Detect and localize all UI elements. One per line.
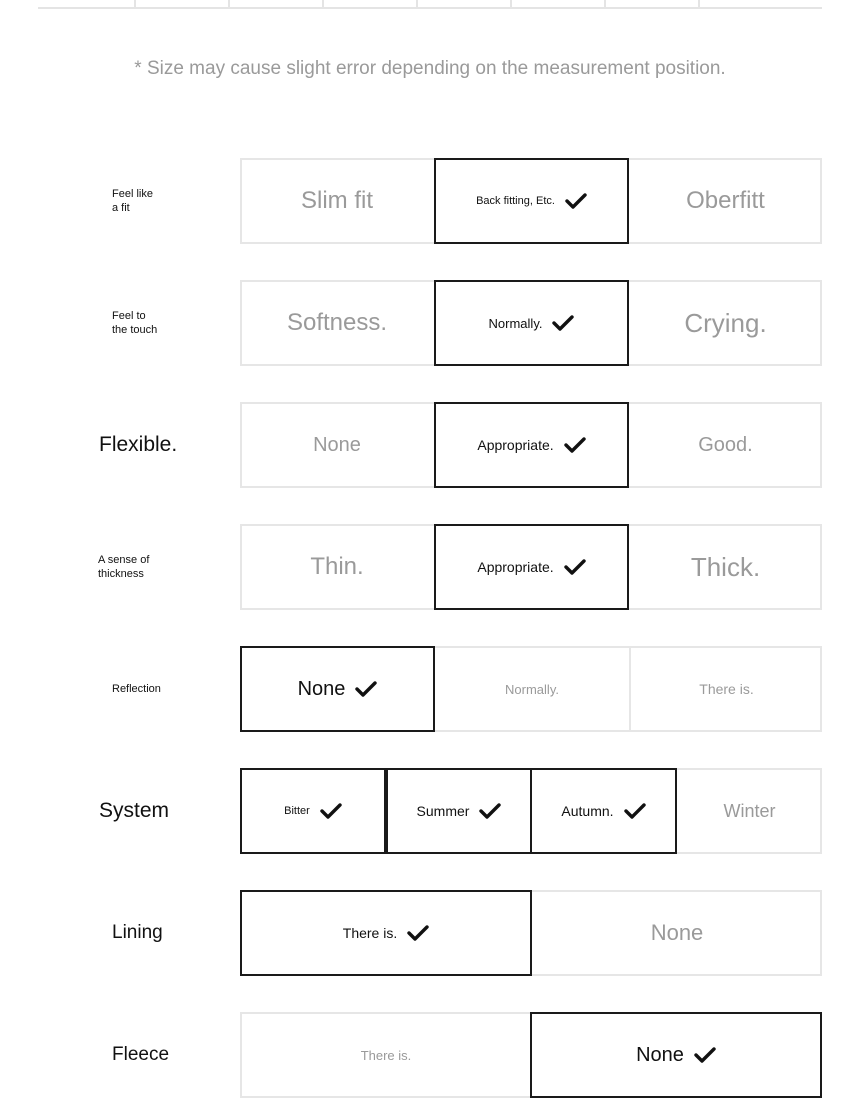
option-bitter[interactable]: Bitter	[240, 768, 386, 854]
option-there-is[interactable]: There is.	[360, 1047, 412, 1063]
attribute-row-system	[0, 768, 860, 854]
row-label-lining: Lining	[112, 922, 163, 943]
option-none[interactable]: None	[650, 920, 704, 945]
table-column-divider	[322, 0, 324, 9]
table-column-divider	[510, 0, 512, 9]
row-label-fit: Feel like a fit	[112, 188, 153, 214]
attribute-row-lining	[0, 890, 860, 976]
checkmark-icon	[565, 192, 587, 210]
option-thick[interactable]: Thick.	[690, 551, 761, 582]
option-group-system	[240, 768, 822, 854]
option-good[interactable]: Good.	[698, 433, 753, 456]
table-column-divider	[134, 0, 136, 9]
attribute-row-touch	[0, 280, 860, 366]
table-column-divider	[416, 0, 418, 9]
checkmark-icon	[624, 802, 646, 820]
attribute-row-reflection	[0, 646, 860, 732]
option-group-lining	[240, 890, 822, 976]
option-none[interactable]: None	[530, 1012, 822, 1098]
option-none[interactable]: None	[313, 433, 361, 456]
option-appropriate[interactable]: Appropriate.	[434, 402, 629, 488]
table-column-divider	[604, 0, 606, 9]
row-label-fleece: Fleece	[112, 1044, 170, 1065]
option-oberfitt[interactable]: Oberfitt	[686, 187, 765, 214]
attribute-row-fit	[0, 158, 860, 244]
option-there-is[interactable]: There is.	[629, 646, 822, 732]
table-column-divider	[228, 0, 230, 9]
row-label-flexible: Flexible.	[99, 433, 178, 456]
option-there-is[interactable]: There is.	[240, 890, 532, 976]
row-label-reflection: Reflection	[112, 683, 161, 695]
checkmark-icon	[552, 314, 574, 332]
option-group-reflection	[240, 646, 822, 732]
table-column-divider	[698, 0, 700, 9]
option-thin[interactable]: Thin.	[310, 553, 364, 580]
size-table-bottom-edge	[38, 0, 822, 9]
checkmark-icon	[564, 558, 586, 576]
option-crying[interactable]: Crying.	[684, 307, 767, 338]
checkmark-icon	[694, 1046, 716, 1064]
attribute-row-thickness	[0, 524, 860, 610]
attribute-row-fleece	[0, 1012, 860, 1098]
option-back-fitting[interactable]: Back fitting, Etc.	[434, 158, 629, 244]
option-slim-fit[interactable]: Slim fit	[301, 187, 373, 214]
row-label-touch: Feel to the touch	[112, 310, 158, 336]
option-winter[interactable]: Winter	[723, 800, 776, 821]
attribute-row-flexible	[0, 402, 860, 488]
option-summer[interactable]: Summer	[386, 768, 532, 854]
option-autumn[interactable]: Autumn.	[530, 768, 677, 854]
checkmark-icon	[320, 802, 342, 820]
option-normally[interactable]: Normally.	[434, 280, 629, 366]
option-group-flexible	[240, 402, 822, 488]
option-appropriate[interactable]: Appropriate.	[434, 524, 629, 610]
checkmark-icon	[407, 924, 429, 942]
checkmark-icon	[479, 802, 501, 820]
row-label-thickness: A sense of thickness	[98, 554, 150, 580]
option-none[interactable]: None	[240, 646, 435, 732]
option-normally[interactable]: Normally.	[505, 681, 559, 697]
measurement-note: * Size may cause slight error depending on the measurement position.	[134, 58, 726, 79]
row-label-system: System	[99, 799, 170, 822]
checkmark-icon	[355, 680, 377, 698]
option-group-thickness	[240, 524, 822, 610]
checkmark-icon	[564, 436, 586, 454]
option-group-fit	[240, 158, 822, 244]
option-group-fleece	[240, 1012, 822, 1098]
option-softness[interactable]: Softness.	[286, 309, 388, 336]
option-group-touch	[240, 280, 822, 366]
